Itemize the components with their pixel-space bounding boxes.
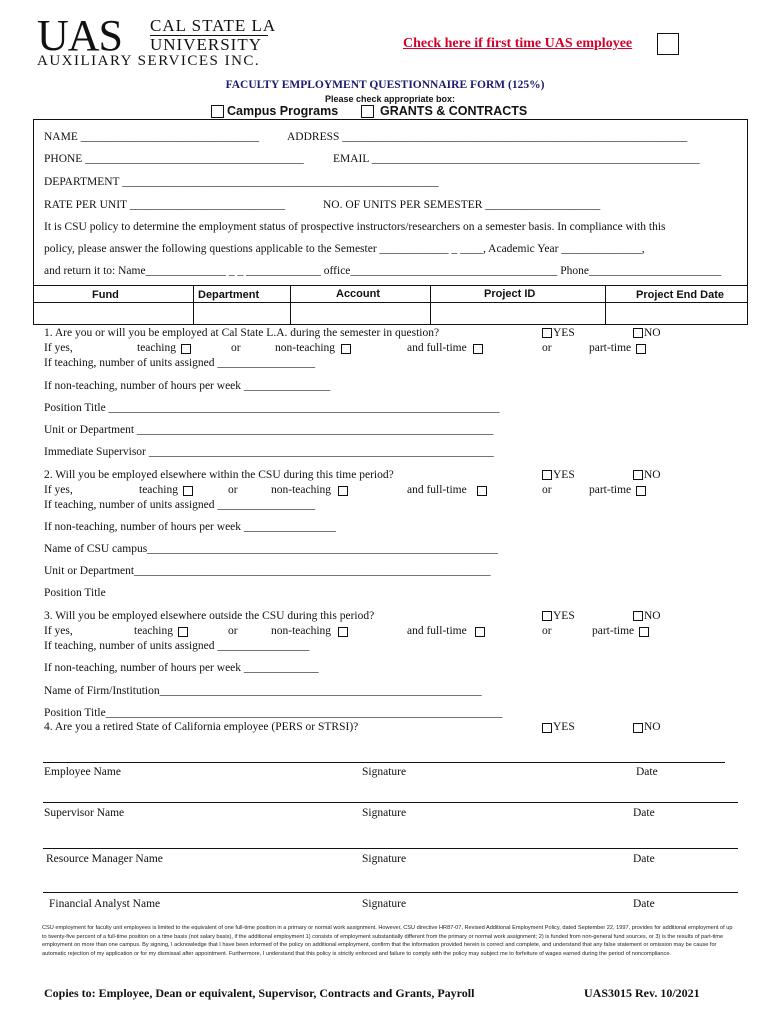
q1-parttime-checkbox[interactable] <box>636 344 646 354</box>
first-time-checkbox[interactable] <box>657 33 679 55</box>
q2-campus-field[interactable]: Name of CSU campus_____________________________________________________________ <box>44 543 498 555</box>
signature-line-resource-manager[interactable] <box>43 848 738 849</box>
q1-teaching-checkbox[interactable] <box>181 344 191 354</box>
q1-supervisor-field[interactable]: Immediate Supervisor ____________________________________________________________ <box>44 446 494 458</box>
q3-firm-field[interactable]: Name of Firm/Institution________________________________________________________ <box>44 685 482 697</box>
q2-parttime-checkbox[interactable] <box>636 486 646 496</box>
q2-teaching-checkbox[interactable] <box>183 486 193 496</box>
q1-teaching-label: teaching <box>137 342 176 354</box>
q3-yes-label: YES <box>553 610 575 622</box>
policy-fine-print: CSU employment for faculty unit employees is limited to the equivalent of one full-time position in a primary or normal work assignment. However, CSU directive HR87-07, Revised Additional Employment Policy, dated September 22, 1997, provides for additional employment of up to twenty-five percent of a full-time position on a time basis (not salary basis), if the additional employment 1) consists of employment substantially different from the primary or normal work assignment; 2) is funded from non-general fund sources, or 3) is the results of part-time employment on more than one campus. By signing, I acknowledge that I have been informed of the policy on additional employment, confirm that the information provided herein is correct and complete, and understand that any false statement or omission may be cause for automatic rejection of my application or for my dismissal after appointment. Furthermore, I understand that this policy is strictly enforced and failure to comply with the policy may subject me to forfeiture of wages earned during the period of noncompliance. <box>42 925 733 957</box>
phone-field[interactable]: PHONE ______________________________________ <box>44 153 304 165</box>
q1-or: or <box>231 342 241 354</box>
q2-or: or <box>228 484 238 496</box>
name-field[interactable]: NAME _______________________________ <box>44 131 259 143</box>
q2-units-field[interactable]: If teaching, number of units assigned _________________ <box>44 499 316 511</box>
q3-question: 3. Will you be employed elsewhere outside the CSU during this period? <box>44 610 375 622</box>
q2-unit-field[interactable]: Unit or Department______________________________________________________________ <box>44 565 491 577</box>
q3-no-checkbox[interactable] <box>633 611 643 621</box>
q2-fulltime-checkbox[interactable] <box>477 486 487 496</box>
q1-units-field[interactable]: If teaching, number of units assigned _________________ <box>44 357 316 369</box>
employee-signature-label: Signature <box>362 766 407 778</box>
q4-yes-label: YES <box>553 721 575 733</box>
q3-units-field[interactable]: If teaching, number of units assigned ________________ <box>44 640 310 652</box>
table-header-account: Account <box>336 288 380 300</box>
q4-question: 4. Are you a retired State of California employee (PERS or STRSI)? <box>44 721 359 733</box>
q3-nonteaching-checkbox[interactable] <box>338 627 348 637</box>
rate-field[interactable]: RATE PER UNIT ___________________________ <box>44 199 285 211</box>
resource-manager-signature-label: Signature <box>362 853 407 865</box>
q1-question: 1. Are you or will you be employed at Cal State L.A. during the semester in question? <box>44 327 440 339</box>
q2-position-field[interactable]: Position Title <box>44 587 106 599</box>
employee-name-label: Employee Name <box>44 766 121 778</box>
q3-or: or <box>228 625 238 637</box>
q3-parttime-checkbox[interactable] <box>639 627 649 637</box>
campus-programs-checkbox[interactable] <box>211 105 224 118</box>
q2-no-label: NO <box>644 469 661 481</box>
policy-line-1: It is CSU policy to determine the employment status of prospective instructors/researchers on a semester basis. In compliance with this <box>44 221 666 233</box>
supervisor-name-label: Supervisor Name <box>44 807 125 819</box>
supervisor-date-label: Date <box>633 807 655 819</box>
q1-nonteaching-label: non-teaching <box>275 342 336 354</box>
q1-fulltime-label: and full-time <box>407 342 467 354</box>
q2-fulltime-label: and full-time <box>407 484 467 496</box>
check-instruction: Please check appropriate box: <box>324 94 456 104</box>
q1-no-checkbox[interactable] <box>633 328 643 338</box>
table-header-department: Department <box>198 289 260 301</box>
q2-if-yes: If yes, <box>44 484 73 496</box>
address-field[interactable]: ADDRESS ____________________________________________________________ <box>287 131 688 143</box>
q3-if-yes: If yes, <box>44 625 73 637</box>
q3-position-field[interactable]: Position Title_____________________________________________________________________ <box>44 707 503 719</box>
q3-fulltime-label: and full-time <box>407 625 467 637</box>
q2-yes-label: YES <box>553 469 575 481</box>
supervisor-signature-label: Signature <box>362 807 407 819</box>
units-field[interactable]: NO. OF UNITS PER SEMESTER ____________________ <box>323 199 601 211</box>
q3-teaching-label: teaching <box>134 625 173 637</box>
q1-hours-field[interactable]: If non-teaching, number of hours per week _______________ <box>44 380 331 392</box>
logo-line3: AUXILIARY SERVICES INC. <box>37 53 261 69</box>
q2-yes-checkbox[interactable] <box>542 470 552 480</box>
q1-nonteaching-checkbox[interactable] <box>341 344 351 354</box>
q1-or2: or <box>542 342 552 354</box>
q2-or2: or <box>542 484 552 496</box>
financial-analyst-signature-label: Signature <box>362 898 407 910</box>
resource-manager-name-label: Resource Manager Name <box>46 853 163 865</box>
signature-line-supervisor[interactable] <box>43 802 738 803</box>
q2-question: 2. Will you be employed elsewhere within the CSU during this time period? <box>44 469 394 481</box>
email-field[interactable]: EMAIL _________________________________________________________ <box>333 153 700 165</box>
q2-no-checkbox[interactable] <box>633 470 643 480</box>
q1-fulltime-checkbox[interactable] <box>473 344 483 354</box>
financial-analyst-date-label: Date <box>633 898 655 910</box>
department-field[interactable]: DEPARTMENT _______________________________________________________ <box>44 176 439 188</box>
q1-no-label: NO <box>644 327 661 339</box>
logo-box-line <box>150 35 268 36</box>
form-number: UAS3015 Rev. 10/2021 <box>584 986 700 1000</box>
table-header-project-end-date: Project End Date <box>636 289 725 301</box>
q2-nonteaching-checkbox[interactable] <box>338 486 348 496</box>
q2-parttime-label: part-time <box>589 484 632 496</box>
q3-parttime-label: part-time <box>592 625 635 637</box>
q2-teaching-label: teaching <box>139 484 178 496</box>
table-header-project-id: Project ID <box>484 288 536 300</box>
logo-uas: UAS <box>37 11 123 60</box>
first-time-label: Check here if first time UAS employee <box>403 36 633 51</box>
grants-contracts-label: GRANTS & CONTRACTS <box>380 104 528 118</box>
q1-parttime-label: part-time <box>589 342 632 354</box>
signature-line-employee[interactable] <box>43 762 725 763</box>
q1-if-yes: If yes, <box>44 342 73 354</box>
q3-fulltime-checkbox[interactable] <box>475 627 485 637</box>
form-title: FACULTY EMPLOYMENT QUESTIONNAIRE FORM (125%) <box>225 79 545 91</box>
grants-contracts-checkbox[interactable] <box>361 105 374 118</box>
campus-programs-label: Campus Programs <box>227 104 339 118</box>
q4-no-label: NO <box>644 721 661 733</box>
q3-yes-checkbox[interactable] <box>542 611 552 621</box>
q4-yes-checkbox[interactable] <box>542 723 552 733</box>
copies-to: Copies to: Employee, Dean or equivalent, Supervisor, Contracts and Grants, Payroll <box>44 986 475 1000</box>
q1-yes-checkbox[interactable] <box>542 328 552 338</box>
q1-position-field[interactable]: Position Title ____________________________________________________________________ <box>44 402 500 414</box>
q3-nonteaching-label: non-teaching <box>271 625 332 637</box>
q2-hours-field[interactable]: If non-teaching, number of hours per week ________________ <box>44 521 336 533</box>
q4-no-checkbox[interactable] <box>633 723 643 733</box>
resource-manager-date-label: Date <box>633 853 655 865</box>
policy-line-3[interactable]: and return it to: Name______________ _ _ _____________ office____________________________________ Phone_______________________ <box>44 265 722 277</box>
policy-line-2[interactable]: policy, please answer the following questions applicable to the Semester ____________ _ ____, Academic Year ______________, <box>44 243 645 255</box>
logo-line1: CAL STATE LA <box>150 16 277 35</box>
logo-line2: UNIVERSITY <box>150 35 262 54</box>
q2-nonteaching-label: non-teaching <box>271 484 332 496</box>
table-header-fund: Fund <box>92 289 119 301</box>
q1-unit-field[interactable]: Unit or Department ______________________________________________________________ <box>44 424 494 436</box>
signature-line-financial-analyst[interactable] <box>43 892 738 893</box>
q3-or2: or <box>542 625 552 637</box>
financial-analyst-name-label: Financial Analyst Name <box>49 898 161 910</box>
q1-yes-label: YES <box>553 327 575 339</box>
employee-date-label: Date <box>636 766 658 778</box>
q3-teaching-checkbox[interactable] <box>178 627 188 637</box>
q3-no-label: NO <box>644 610 661 622</box>
q3-hours-field[interactable]: If non-teaching, number of hours per week _____________ <box>44 662 319 674</box>
